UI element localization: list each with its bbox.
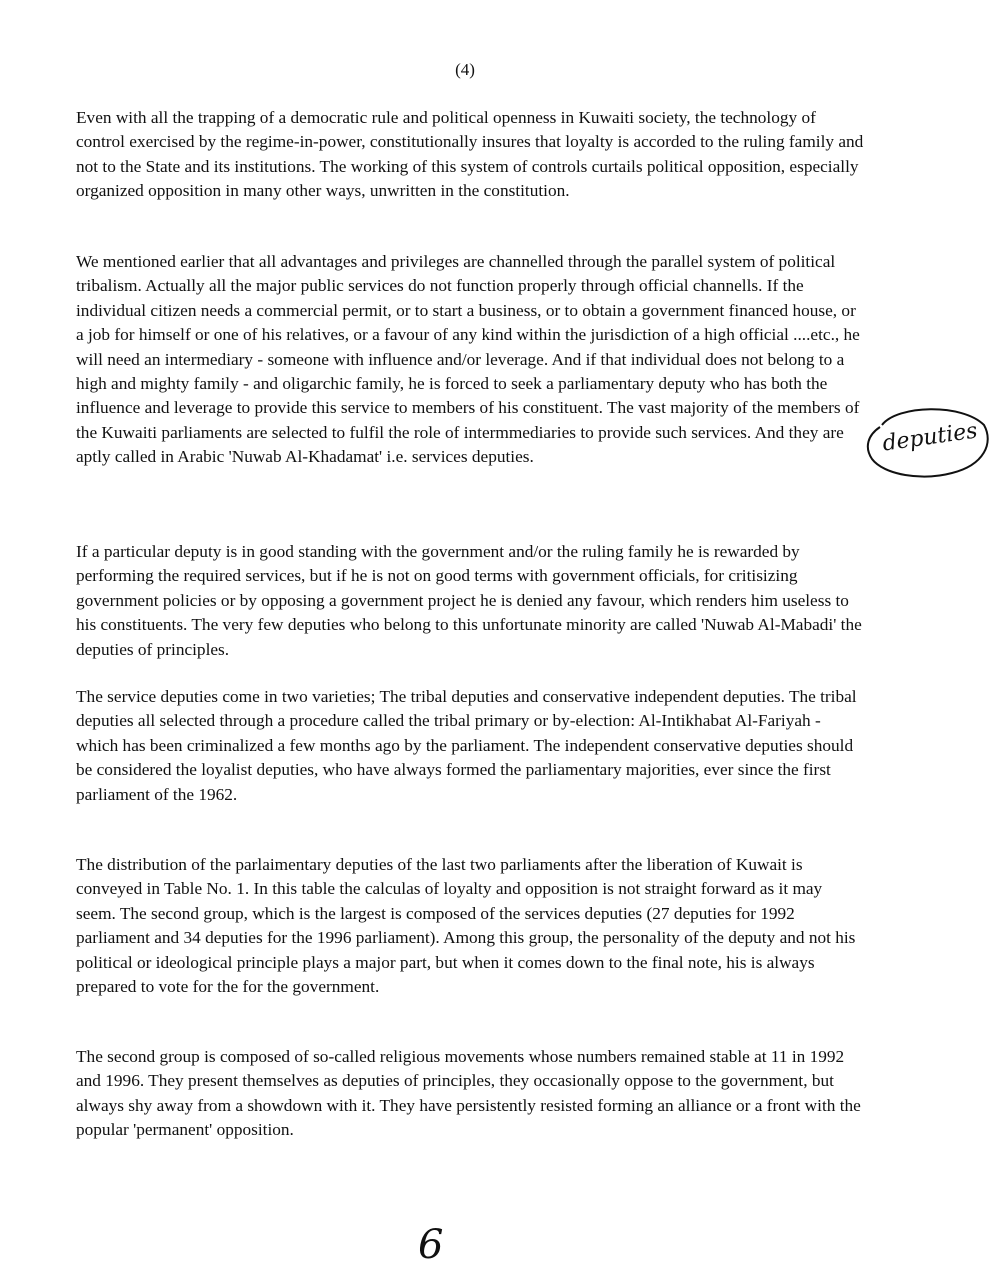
paragraph-3: If a particular deputy is in good standing with the government and/or the ruling family he is rewarded by performing the required services, but if he is not on good terms with government officials, for critisizing government policies or by opposing a government project he is denied any favour, which renders him useless to his constituents. The very few deputies who belong to this unfortunate minority are called 'Nuwab Al-Mabadi' the deputies of principles.: [76, 542, 862, 659]
paragraph-5: The distribution of the parlaimentary deputies of the last two parliaments after the liberation of Kuwait is conveyed in Table No. 1. In this table the calculas of loyalty and opposition is not straight forward as it may seem. The second group, which is the largest is composed of the services deputies (27 deputies for 1992 parliament and 34 deputies for the 1996 parliament). Among this group, the personality of the deputy and not his political or ideological principle plays a major part, but when it comes down to the final note, his is always prepared to vote for the for the government.: [76, 855, 856, 997]
paragraph-1: Even with all the trapping of a democratic rule and political openness in Kuwaiti society, the technology of control exercised by the regime-in-power, constitutionally insures that loyalty is accorded to the ruling family and not to the State and its institutions. The working of this system of controls curtails political opposition, especially organized opposition in many other ways, unwritten in the constitution.: [76, 108, 864, 201]
margin-annotation: [862, 403, 990, 483]
paragraph-4: The service deputies come in two varieties; The tribal deputies and conservative independent deputies. The tribal deputies all selected through a procedure called the tribal primary or by-election: Al-Intikhabat Al-Fariyah - which has been criminalized a few months ago by the parliament. The independent conservative deputies should be considered the loyalist deputies, who have always formed the parliamentary majorities, ever since the first parliament of the 1962.: [76, 687, 857, 804]
page-number: (4): [455, 60, 475, 79]
paragraph-2: We mentioned earlier that all advantages and privileges are channelled through the parallel system of political tribalism. Actually all the major public services do not function properly through official channells. If the individual citizen needs a commercial permit, or to start a business, or to obtain a government financed house, or a job for himself or one of his relatives, or a favour of any kind within the jurisdiction of a high official ....etc., he will need an intermediary - someone with influence and/or leverage. And if that individual does not belong to a high and mighty family - and oligarchic family, he is forced to seek a parliamentary deputy who has both the influence and leverage to provide this service to members of his constituent. The vast majority of the members of the Kuwaiti parliaments are selected to fulfil the role of intermmediaries to provide such services. And they are aptly called in Arabic 'Nuwab Al-Khadamat' i.e. services deputies.: [76, 252, 860, 467]
handwritten-page-number: 6: [418, 1222, 444, 1268]
paragraph-6: The second group is composed of so-called religious movements whose numbers remained stable at 11 in 1992 and 1996. They present themselves as deputies of principles, they occasionally oppose to the government, but always shy away from a showdown with it. They have persistently resisted forming an alliance or a front with the popular 'permanent' opposition.: [76, 1047, 861, 1140]
margin-note-text: deputies: [880, 418, 980, 457]
